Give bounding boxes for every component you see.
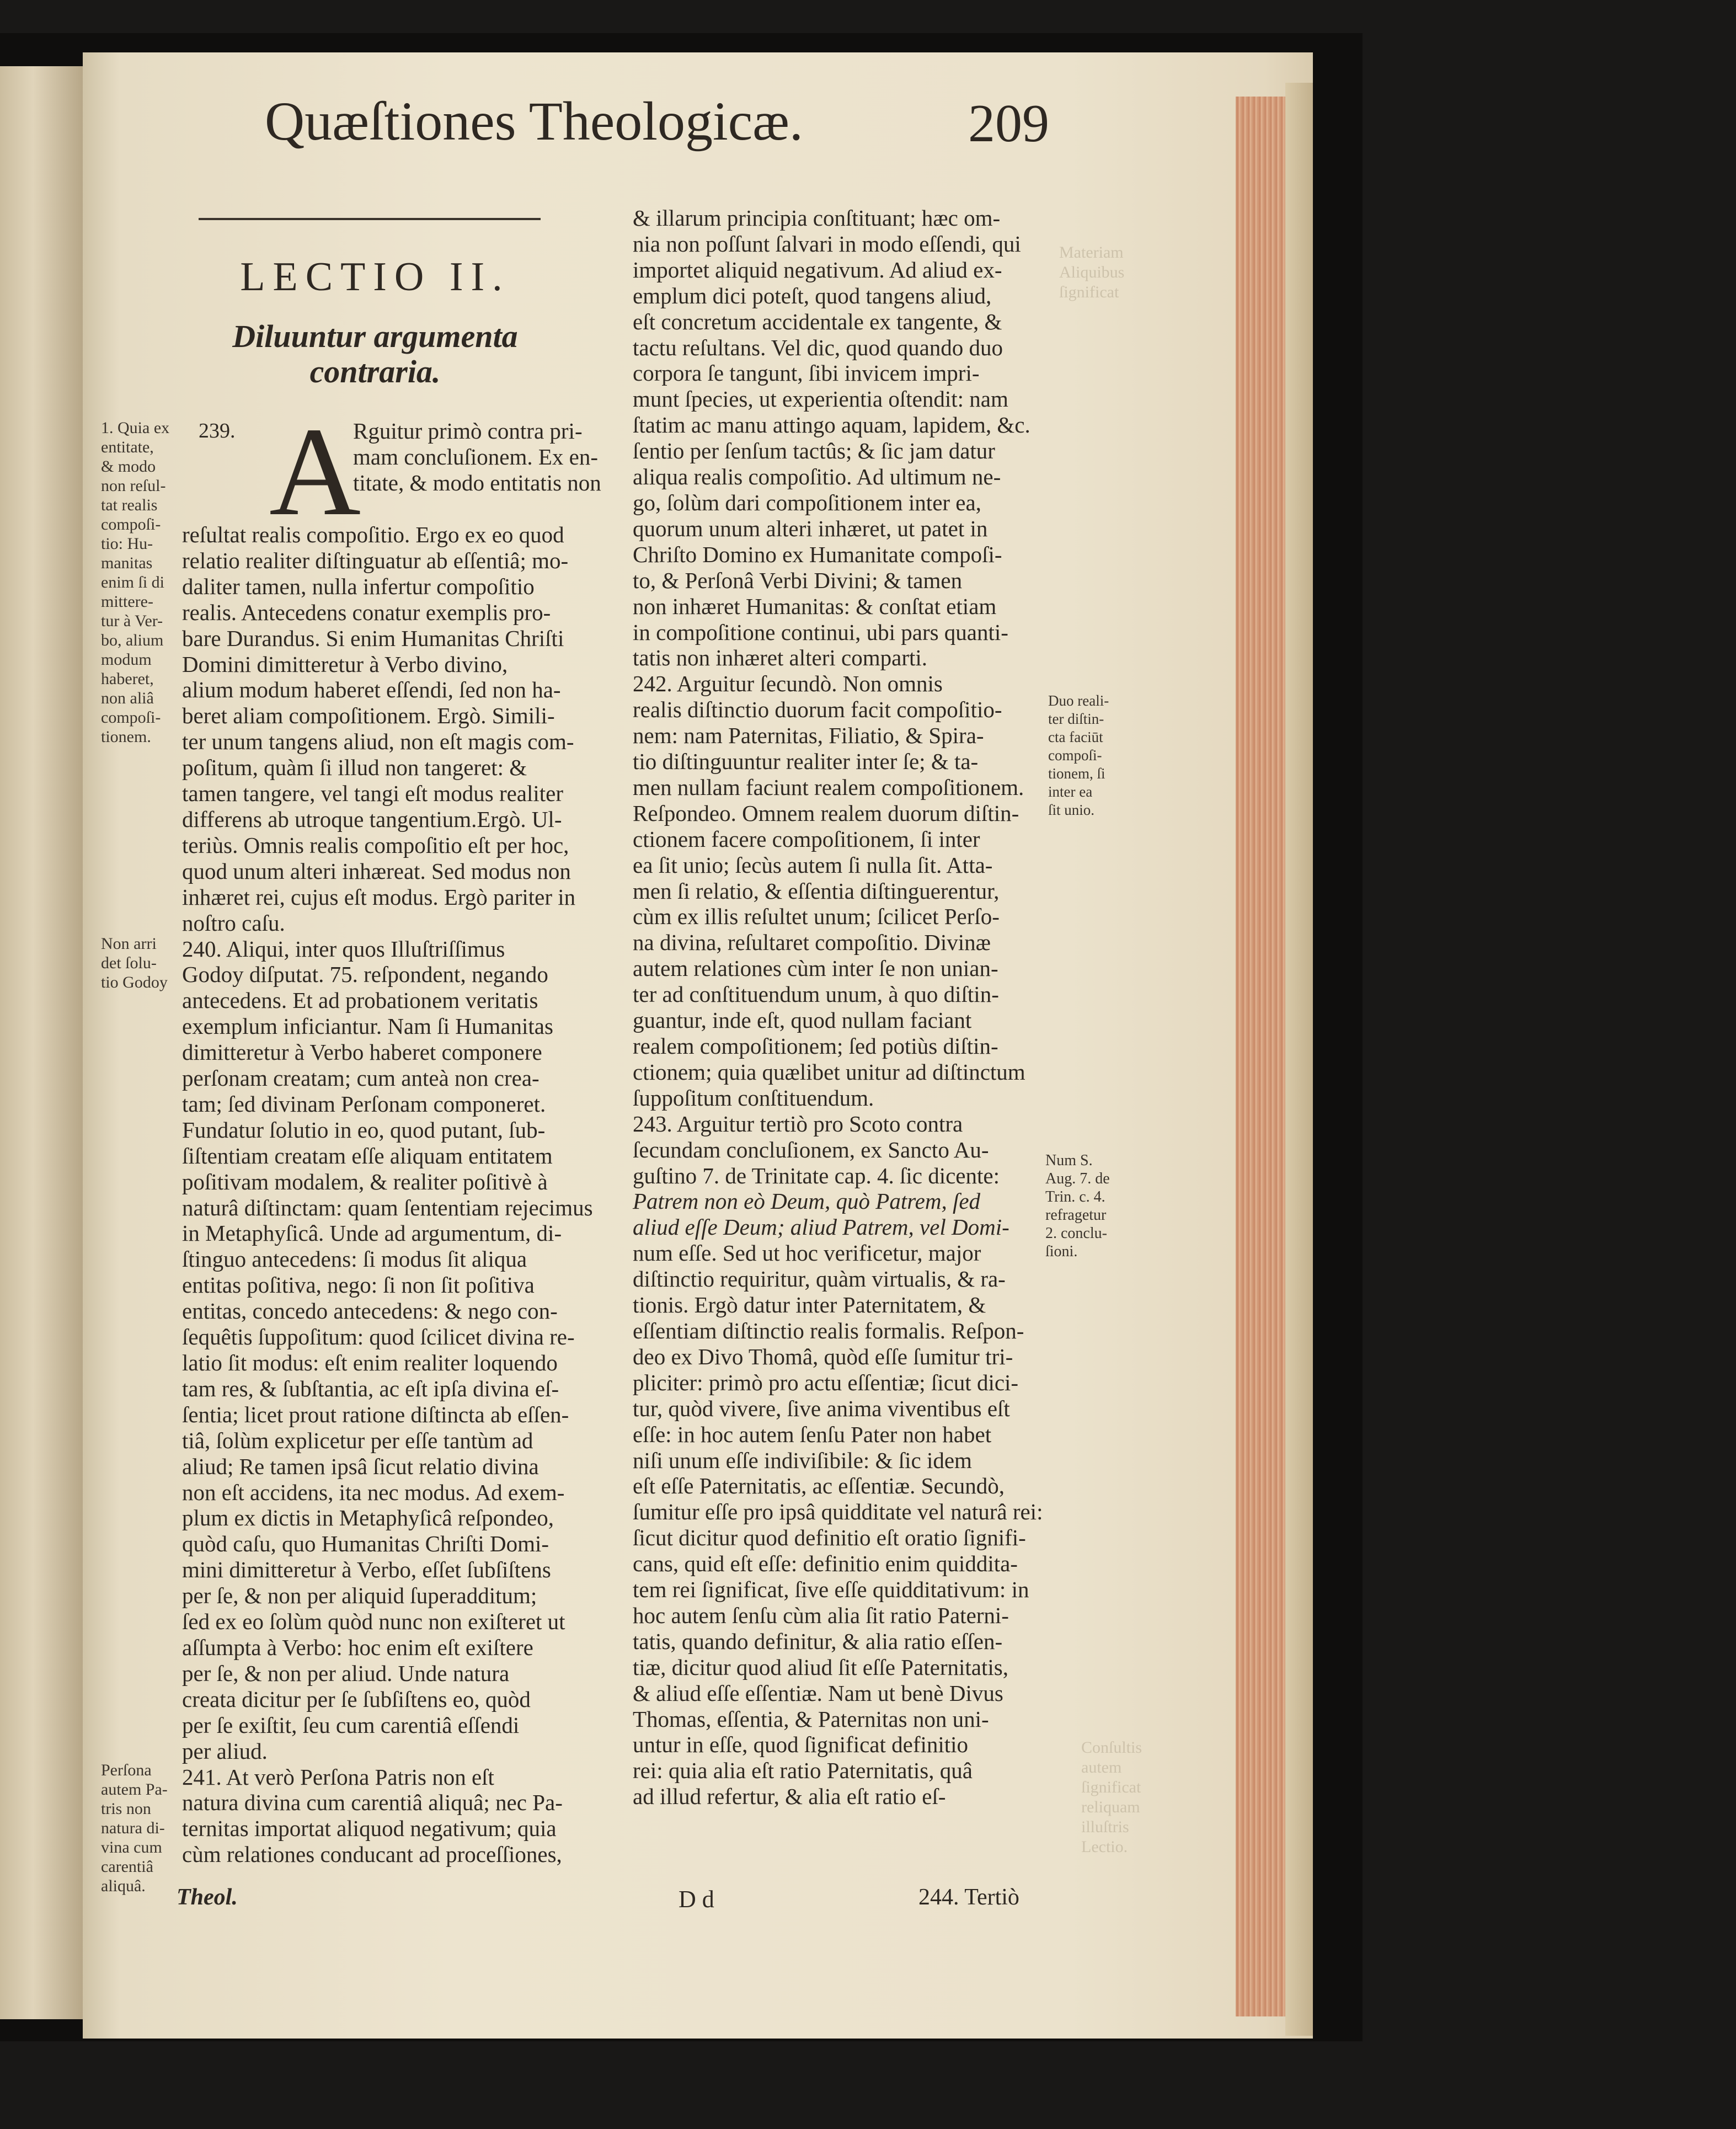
text-line: aliud; Re tamen ipsâ ſicut relatio divina — [182, 1453, 539, 1479]
text-line: eſſe: in hoc autem ſenſu Pater non habet — [633, 1421, 992, 1447]
text-line: 243. Arguitur tertiò pro Scoto contra — [633, 1111, 963, 1136]
text-line: tem rei ſignificat, ſive eſſe quidditativum: in — [633, 1577, 1029, 1603]
margin-note-line: tio Godoy — [101, 973, 168, 991]
margin-note-line: refragetur — [1045, 1207, 1107, 1224]
text-line: realis diſtinctio duorum facit compoſitio- — [633, 697, 1002, 723]
margin-note-line: tat realis — [101, 496, 158, 514]
text-line: ſiſtentiam creatam eſſe aliquam entitatem — [182, 1143, 553, 1168]
text-line: titate, & modo entitatis non — [353, 469, 601, 495]
text-line: aſſumpta à Verbo: hoc enim eſt exiſtere — [182, 1634, 533, 1660]
text-line: ſentio per ſenſum tactûs; & ſic jam datur — [633, 438, 995, 464]
text-line: ternitas importat aliquod negativum; quia — [182, 1816, 557, 1842]
text-line: Chriſto Domino ex Humanitate compoſi- — [633, 541, 1002, 567]
text-line: tiæ, dicitur quod aliud ſit eſſe Paternitatis, — [633, 1654, 1008, 1680]
text-line: antecedens. Et ad probationem veritatis — [182, 988, 538, 1013]
text-line: relatio realiter diſtinguatur ab eſſentiâ; mo- — [182, 547, 569, 573]
text-line: bare Durandus. Si enim Humanitas Chriſti — [182, 625, 564, 651]
text-line: Godoy diſputat. 75. reſpondent, negando — [182, 962, 548, 988]
lectio-subtitle — [182, 319, 568, 389]
margin-note-line: Num S. — [1045, 1152, 1093, 1169]
text-line: mam concluſionem. Ex en- — [353, 444, 599, 469]
text-line: reſultat realis compoſitio. Ergo ex eo quod — [182, 522, 564, 547]
margin-note — [101, 1760, 168, 1896]
text-line: pliciter: primò pro actu eſſentiæ; ſicut dici- — [633, 1369, 1019, 1395]
text-line: poſitum, quàm ſi illud non tangeret: & — [182, 755, 527, 781]
text-line: inhæret rei, cujus eſt modus. Ergò pariter in — [182, 884, 576, 910]
running-title: Quæſtiones Theologicæ. — [265, 90, 803, 152]
text-line: & aliud eſſe eſſentiæ. Nam ut benè Divus — [633, 1680, 1003, 1706]
book-cover-edge — [1285, 83, 1313, 2036]
text-line: tiâ, ſolùm explicetur per eſſe tantùm ad — [182, 1427, 533, 1453]
text-line: ctionem; quia quælibet unitur ad diſtinctum — [633, 1059, 1025, 1085]
text-line: entitas, concedo antecedens: & nego con- — [182, 1298, 558, 1324]
margin-note-line: non aliâ — [101, 689, 154, 707]
text-line: eſt eſſe Paternitatis, ac eſſentiæ. Secundò, — [633, 1473, 1005, 1499]
margin-note-line: mittere- — [101, 593, 153, 611]
text-line: naturâ diſtinctam: quam ſententiam rejecimus — [182, 1194, 593, 1220]
text-line: per ſe, & non per aliquid ſuperadditum; — [182, 1583, 537, 1609]
margin-note-line: compoſi- — [101, 708, 161, 727]
lectio-heading: LECTIO II. — [240, 254, 510, 300]
text-line: deo ex Divo Thomâ, quòd eſſe ſumitur tri- — [633, 1343, 1013, 1369]
margin-note-line: tionem. — [101, 728, 151, 746]
margin-note-line: ter diſtin- — [1048, 711, 1104, 727]
paragraph-number: 239. — [199, 419, 236, 442]
text-line: per ſe exiſtit, ſeu cum carentiâ eſſendi — [182, 1712, 520, 1738]
text-line: num eſſe. Sed ut hoc verificetur, major — [633, 1240, 981, 1266]
text-line: tur, quòd vivere, ſive anima viventibus eſt — [633, 1395, 1010, 1421]
text-line: per aliud. — [182, 1738, 268, 1764]
text-line: guſtino 7. de Trinitate cap. 4. ſic dicente: — [633, 1162, 1000, 1188]
text-line: quòd caſu, quo Humanitas Chriſti Domi- — [182, 1531, 549, 1557]
margin-note-line: Perſona — [101, 1761, 152, 1779]
catchword-right: 244. Tertiò — [918, 1885, 1019, 1910]
text-line: exemplum inficiantur. Nam ſi Humanitas — [182, 1013, 553, 1039]
text-line: tionis. Ergò datur inter Paternitatem, & — [633, 1292, 986, 1318]
margin-note-line: inter ea — [1048, 783, 1093, 800]
text-line: Patrem non eò Deum, quò Patrem, ſed — [633, 1188, 981, 1214]
margin-note-line: haberet, — [101, 670, 154, 688]
text-line: guantur, inde eſt, quod nullam faciant — [633, 1007, 972, 1033]
text-line: ſentia; licet prout ratione diſtincta ab eſſen- — [182, 1401, 569, 1427]
margin-note-line: bo, alium — [101, 631, 164, 649]
heading-rule — [199, 218, 541, 220]
text-line: ſtatim ac manu attingo aquam, lapidem, &c. — [633, 412, 1030, 438]
margin-note-line: compoſi- — [1048, 747, 1102, 764]
text-line: men nullam faciunt realem compoſitionem. — [633, 774, 1024, 800]
margin-note-line: cta faciūt — [1048, 729, 1103, 745]
text-line: ctionem facere compoſitionem, ſi inter — [633, 826, 980, 852]
margin-note — [1045, 1151, 1110, 1261]
text-line: teriùs. Omnis realis compoſitio eſt per hoc, — [182, 832, 569, 858]
text-line: Fundatur ſolutio in eo, quod putant, ſub- — [182, 1117, 546, 1143]
text-line: non eſt accidens, ita nec modus. Ad exem- — [182, 1479, 565, 1505]
text-line: niſi unum eſſe indiviſibile: & ſic idem — [633, 1447, 972, 1473]
left-page-edge — [0, 66, 83, 2019]
text-line: aliqua realis compoſitio. Ad ultimum ne- — [633, 464, 1001, 490]
text-line: tam res, & ſubſtantia, ac eſt ipſa divina eſ- — [182, 1375, 559, 1401]
left-column-body — [182, 522, 593, 1867]
text-line: autem relationes cùm inter ſe non unian- — [633, 956, 998, 981]
bleed-through-text: Conſultis autem ſignificat reliquam illuſtris Lectio. — [1081, 1738, 1142, 1856]
margin-note-line: tio: Hu- — [101, 535, 153, 553]
text-line: alium modum haberet eſſendi, ſed non ha- — [182, 677, 561, 703]
catchword-left: Theol. — [177, 1885, 238, 1910]
text-line: ſicut dicitur quod definitio eſt oratio ſignifi- — [633, 1525, 1026, 1551]
margin-note-line: tur à Ver- — [101, 612, 163, 630]
text-line: ter ad conſtituendum unum, à quo diſtin- — [633, 981, 999, 1007]
text-line: ea ſit unio; ſecùs autem ſi nulla ſit. Atta- — [633, 852, 993, 878]
text-line: Reſpondeo. Omnem realem duorum diſtin- — [633, 800, 1019, 826]
margin-note-line: Non arri — [101, 935, 157, 953]
margin-note-line: non reſul- — [101, 477, 166, 495]
text-line: to, & Perſonâ Verbi Divini; & tamen — [633, 567, 963, 593]
margin-note-line: & modo — [101, 457, 156, 476]
margin-note-line: tris non — [101, 1800, 151, 1818]
text-line: tactu reſultans. Vel dic, quod quando duo — [633, 334, 1003, 360]
text-line: tatis, quando definitur, & alia ratio eſſen- — [633, 1628, 1003, 1654]
text-line: & illarum principia conſtituant; hæc om- — [633, 205, 1001, 231]
text-line: realem compoſitionem; ſed potiùs diſtin- — [633, 1033, 998, 1059]
text-line: ad illud refertur, & alia eſt ratio eſ- — [633, 1784, 946, 1810]
text-line: tatis non inhæret alteri comparti. — [633, 645, 928, 671]
page-fore-edge — [1236, 97, 1285, 2016]
text-line: ſtinguo antecedens: ſi modus ſit aliqua — [182, 1246, 527, 1272]
text-line: 242. Arguitur ſecundò. Non omnis — [633, 671, 943, 697]
text-line: latio ſit modus: eſt enim realiter loquendo — [182, 1350, 558, 1375]
text-line: realis. Antecedens conatur exemplis pro- — [182, 599, 551, 625]
text-line: mini dimitteretur à Verbo, eſſet ſubſiſtens — [182, 1557, 551, 1583]
text-line: men ſi relatio, & eſſentia diſtinguerentur, — [633, 878, 1000, 904]
opening-lines — [353, 418, 601, 496]
margin-note-line: Trin. c. 4. — [1045, 1188, 1105, 1205]
text-line: entitas poſitiva, nego: ſi non ſit poſitiva — [182, 1272, 535, 1298]
bleed-through-text: Materiam Aliquibus ſignificat — [1059, 243, 1125, 301]
text-line: beret aliam compoſitionem. Ergò. Simili- — [182, 703, 555, 729]
text-line: tio diſtinguuntur realiter inter ſe; & ta- — [633, 749, 979, 775]
text-line: plum ex dictis in Metaphyſicâ reſpondeo, — [182, 1505, 554, 1531]
text-line: ter unum tangens aliud, non eſt magis com- — [182, 729, 574, 755]
text-line: aliud eſſe Deum; aliud Patrem, vel Domi- — [633, 1214, 1009, 1240]
text-line: tam; ſed divinam Perſonam componeret. — [182, 1091, 546, 1117]
text-line: munt ſpecies, ut experientia oſtendit: nam — [633, 386, 1008, 412]
text-line: ſumitur eſſe pro ipsâ quidditate vel naturâ rei: — [633, 1499, 1043, 1525]
text-line: diſtinctio requiritur, quàm virtualis, & ra- — [633, 1266, 1006, 1292]
margin-note-line: enim ſi di — [101, 573, 164, 591]
right-column-body — [633, 205, 1043, 1810]
margin-note-line: natura di- — [101, 1819, 165, 1837]
margin-note — [101, 418, 169, 746]
text-line: 240. Aliqui, inter quos Illuſtriſſimus — [182, 936, 505, 962]
text-line: tamen tangere, vel tangi eſt modus realiter — [182, 781, 564, 807]
text-line: hoc autem ſenſu cùm alia ſit ratio Paterni- — [633, 1602, 1009, 1628]
text-line: per ſe, & non per aliud. Unde natura — [182, 1660, 510, 1686]
text-line: in compoſitione continui, ubi pars quanti- — [633, 619, 1008, 645]
text-line: 241. At verò Perſona Patris non eſt — [182, 1764, 494, 1790]
text-line: untur in eſſe, quod ſignificat definitio — [633, 1732, 969, 1758]
margin-note-line: carentiâ — [101, 1858, 153, 1876]
margin-note-line: 2. conclu- — [1045, 1225, 1107, 1242]
text-line: emplum dici poteſt, quod tangens aliud, — [633, 282, 992, 308]
margin-note-line: Duo reali- — [1048, 692, 1109, 709]
text-line: non inhæret Humanitas: & conſtat etiam — [633, 593, 997, 619]
text-line: daliter tamen, nulla infertur compoſitio — [182, 573, 535, 599]
text-line: dimitteretur à Verbo haberet componere — [182, 1039, 542, 1065]
text-line: ſequêtis ſuppoſitum: quod ſcilicet divina re- — [182, 1324, 575, 1350]
page-number: 209 — [968, 94, 1049, 153]
signature-mark: D d — [679, 1886, 714, 1913]
text-line: Thomas, eſſentia, & Paternitas non uni- — [633, 1706, 989, 1732]
text-line: nem: nam Paternitas, Filiatio, & Spira- — [633, 723, 984, 749]
text-line: ſuppoſitum conſtituendum. — [633, 1085, 874, 1111]
margin-note — [1048, 692, 1109, 819]
text-line: in Metaphyſicâ. Unde ad argumentum, di- — [182, 1220, 562, 1246]
margin-note-line: det ſolu- — [101, 954, 157, 972]
margin-note-line: ſit unio. — [1048, 802, 1095, 818]
margin-note-line: Aug. 7. de — [1045, 1170, 1110, 1187]
margin-note-line: autem Pa- — [101, 1780, 168, 1799]
margin-note-line: 1. Quia ex — [101, 419, 170, 437]
text-line: eſt concretum accidentale ex tangente, & — [633, 308, 1002, 334]
text-line: creata dicitur per ſe ſubſiſtens eo, quòd — [182, 1686, 531, 1712]
drop-cap: A — [269, 401, 361, 542]
text-line: quorum unum alteri inhæret, ut patet in — [633, 515, 988, 541]
text-line: corpora ſe tangunt, ſibi invicem impri- — [633, 360, 980, 386]
margin-note-line: aliquâ. — [101, 1877, 146, 1895]
margin-note-line: tionem, ſi — [1048, 765, 1105, 782]
text-line: ſed ex eo ſolùm quòd nunc non exiſteret ut — [182, 1609, 565, 1635]
text-line: na divina, reſultaret compoſitio. Divinæ — [633, 930, 991, 956]
text-line: cans, quid eſt eſſe: definitio enim quiddita- — [633, 1551, 1018, 1577]
lectio-subtitle-line: contraria. — [309, 354, 441, 389]
text-line: natura divina cum carentiâ aliquâ; nec Pa- — [182, 1790, 563, 1816]
text-line: cùm ex illis reſultet unum; ſcilicet Perſo- — [633, 904, 1000, 930]
text-line: nia non poſſunt ſalvari in modo eſſendi, qui — [633, 231, 1021, 257]
text-line: Rguitur primò contra pri- — [353, 418, 583, 444]
margin-note-line: vina cum — [101, 1838, 162, 1856]
text-line: perſonam creatam; cum anteà non crea- — [182, 1065, 540, 1091]
text-line: poſitivam modalem, & realiter poſitivè à — [182, 1168, 548, 1194]
text-line: quod unum alteri inhæreat. Sed modus non — [182, 858, 571, 884]
text-line: eſſentiam diſtinctio realis formalis. Reſpon- — [633, 1317, 1024, 1343]
lectio-subtitle-line: Diluuntur argumenta — [232, 318, 518, 354]
text-line: importet aliquid negativum. Ad aliud ex- — [633, 257, 1002, 282]
text-line: Domini dimitteretur à Verbo divino, — [182, 651, 508, 677]
margin-note-line: manitas — [101, 554, 153, 572]
margin-note-line: compoſi- — [101, 515, 161, 533]
text-line: ſecundam concluſionem, ex Sancto Au- — [633, 1136, 989, 1162]
margin-note-line: ſioni. — [1045, 1243, 1078, 1260]
text-line: cùm relationes conducant ad proceſſiones, — [182, 1842, 562, 1867]
text-line: differens ab utroque tangentium.Ergò. Ul- — [182, 806, 562, 832]
text-line: rei: quia alia eſt ratio Paternitatis, quâ — [633, 1758, 973, 1784]
margin-note-line: modum — [101, 650, 152, 669]
margin-note-line: entitate, — [101, 438, 154, 456]
text-line: noſtro caſu. — [182, 910, 285, 936]
text-line: go, ſolùm dari compoſitionem inter ea, — [633, 489, 981, 515]
margin-note — [101, 934, 168, 992]
